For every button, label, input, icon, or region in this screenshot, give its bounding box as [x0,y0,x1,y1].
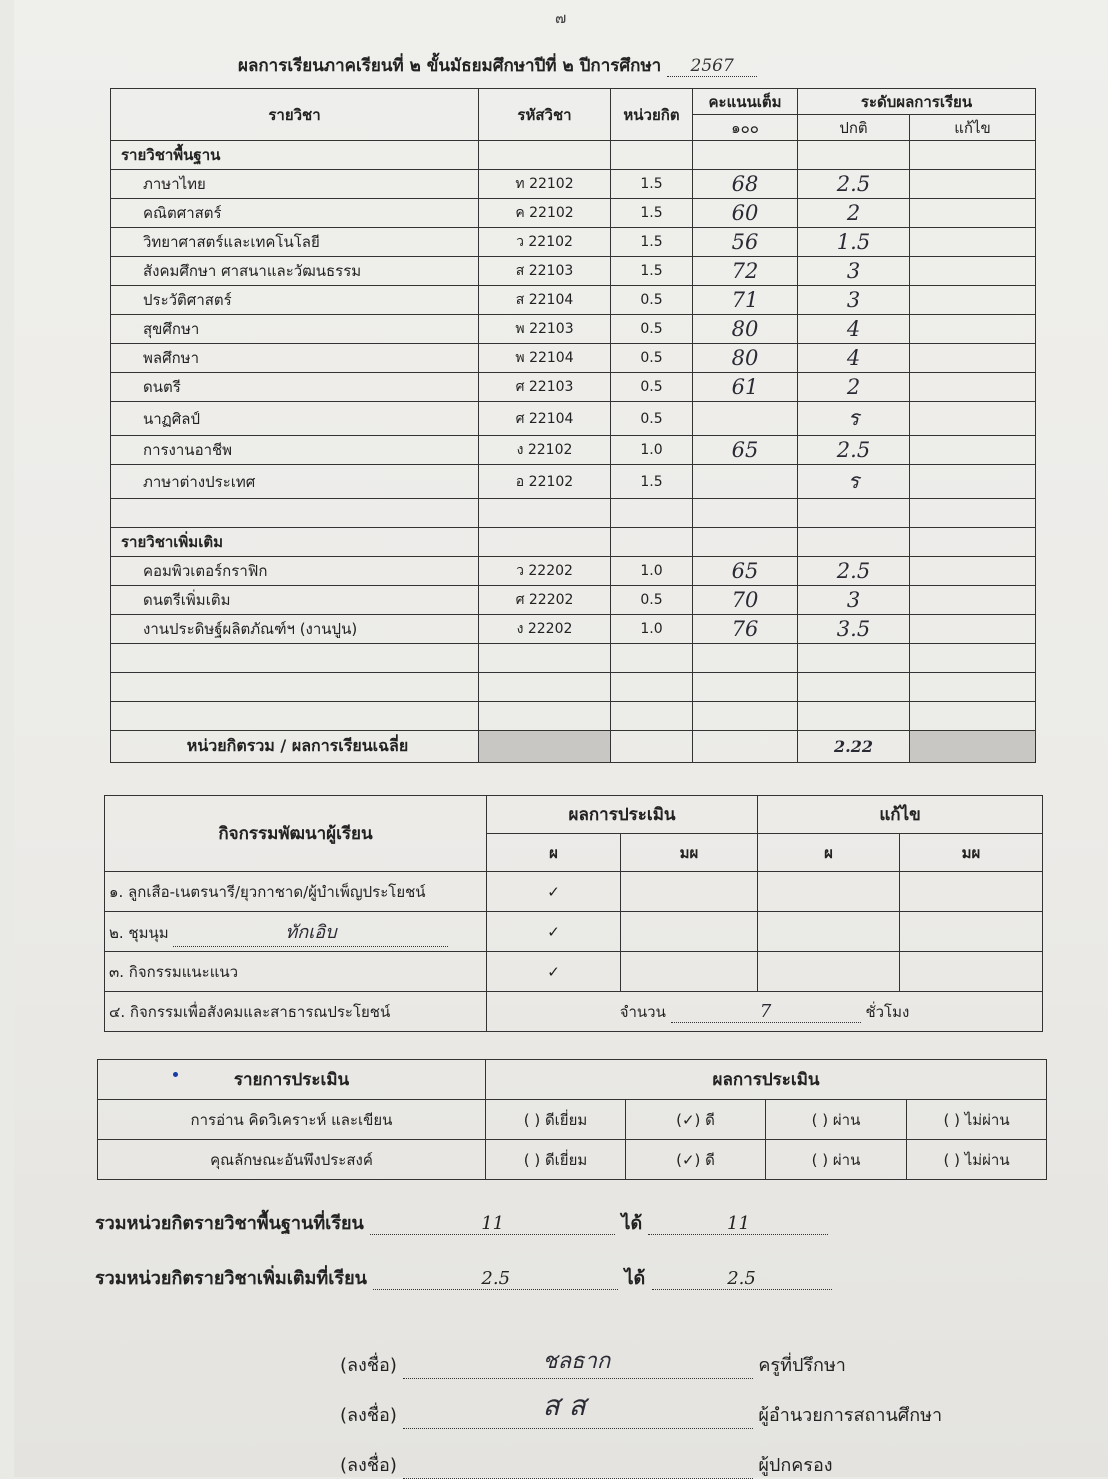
gpa-value: 2.22 [798,731,910,763]
subject-code: ศ 22104 [479,402,611,436]
club-name: ทักเอิบ [173,917,448,947]
option-excellent: ( ) ดีเยี่ยม [486,1140,626,1180]
activities-table [104,795,1043,1032]
option-fail: ( ) ไม่ผ่าน [907,1100,1047,1140]
empty-cell [693,528,798,557]
subject-code: ท 22102 [479,170,611,199]
subject-score: 56 [693,228,798,257]
revised-grade [910,257,1036,286]
empty-cell [111,644,479,673]
subject-grade: 1.5 [798,228,910,257]
sign-role: ผู้ปกครอง [758,1455,833,1476]
section-label: รายวิชาเพิ่มเติม [111,528,479,557]
activities-result-header: ผลการประเมิน [487,796,758,834]
empty-row [111,702,1036,731]
option-pass: ( ) ผ่าน [766,1100,907,1140]
signature-scrawl: ชลธาก [542,1349,611,1374]
basic-credit-summary [95,1208,828,1237]
sign-prefix: (ลงชื่อ) [340,1455,397,1476]
empty-cell [693,731,798,763]
subject-code: ส 22103 [479,257,611,286]
empty-cell [693,702,798,731]
col-credit: หน่วยกิต [611,89,693,141]
subject-name: วิทยาศาสตร์และเทคโนโลยี [111,228,479,257]
subject-grade: 2 [798,199,910,228]
empty-cell [798,644,910,673]
subject-credit: 0.5 [611,586,693,615]
subject-credit: 1.0 [611,557,693,586]
empty-cell [910,499,1036,528]
subject-row [111,402,1036,436]
subject-score: 71 [693,286,798,315]
subject-grade: 4 [798,344,910,373]
subject-score: 61 [693,373,798,402]
subject-code: พ 22103 [479,315,611,344]
subject-credit: 0.5 [611,402,693,436]
subject-score: 72 [693,257,798,286]
empty-cell [611,141,693,170]
empty-cell [910,644,1036,673]
empty-cell [611,644,693,673]
subject-score: 76 [693,615,798,644]
col-normal: ปกติ [798,115,910,141]
got-label: ได้ [624,1268,646,1289]
empty-cell [798,673,910,702]
subject-name: การงานอาชีพ [111,436,479,465]
empty-cell [479,528,611,557]
assessment-label: การอ่าน คิดวิเคราะห์ และเขียน [98,1100,486,1140]
sign-role: ครูที่ปรึกษา [758,1355,846,1376]
empty-row [111,644,1036,673]
subject-score: 70 [693,586,798,615]
activity-mark: ✓ [487,872,621,912]
empty-cell [611,528,693,557]
col-full-score-value: ๑๐๐ [693,115,798,141]
subject-grade: ร [798,402,910,436]
empty-cell [611,499,693,528]
signature-parent [340,1450,833,1479]
activity-label: ๑. ลูกเสือ-เนตรนารี/ยุวกาชาด/ผู้บำเพ็ญประโยชน์ [105,872,487,912]
subject-score: 80 [693,344,798,373]
empty-cell [910,702,1036,731]
subject-name: คณิตศาสตร์ [111,199,479,228]
subject-row [111,373,1036,402]
assessment-label: คุณลักษณะอันพึงประสงค์ [98,1140,486,1180]
empty-cell [479,702,611,731]
subject-row [111,344,1036,373]
subject-code: ว 22202 [479,557,611,586]
hours-value: 7 [671,1001,861,1023]
subject-row [111,436,1036,465]
revise-pass-header: ผ [758,834,900,872]
subject-row [111,286,1036,315]
subject-name: คอมพิวเตอร์กราฟิก [111,557,479,586]
empty-cell [693,644,798,673]
subject-name: ประวัติศาสตร์ [111,286,479,315]
subject-credit: 1.5 [611,257,693,286]
revised-grade [910,373,1036,402]
subject-code: ง 22102 [479,436,611,465]
option-good: (✓) ดี [626,1140,766,1180]
empty-cell [798,141,910,170]
signature-line [403,1460,753,1479]
subject-score: 65 [693,557,798,586]
revised-grade [910,402,1036,436]
subject-row [111,315,1036,344]
signature-line [403,1389,753,1429]
basic-studied-value: 11 [370,1213,615,1235]
subject-credit: 0.5 [611,315,693,344]
revised-grade [910,228,1036,257]
subject-code: ค 22102 [479,199,611,228]
extra-got-value: 2.5 [652,1268,832,1290]
social-activity-label: ๔. กิจกรรมเพื่อสังคมและสาธารณประโยชน์ [105,992,487,1032]
subject-score: 80 [693,315,798,344]
academic-year: 2567 [667,56,757,77]
subject-name: สุขศึกษา [111,315,479,344]
revised-grade [910,615,1036,644]
title-text: ผลการเรียนภาคเรียนที่ ๒ ขั้นมัธยมศึกษาปีที่ ๒ ปีการศึกษา [238,56,662,76]
shaded-cell [910,731,1036,763]
amount-label: จำนวน [619,1002,666,1021]
option-excellent: ( ) ดีเยี่ยม [486,1100,626,1140]
basic-got-value: 11 [648,1213,828,1235]
subject-score: 68 [693,170,798,199]
subject-row [111,199,1036,228]
section-label: รายวิชาพื้นฐาน [111,141,479,170]
col-revised: แก้ไข [910,115,1036,141]
empty-cell [479,644,611,673]
subject-credit: 1.5 [611,465,693,499]
col-level: ระดับผลการเรียน [798,89,1036,115]
empty-row [111,673,1036,702]
revised-grade [910,344,1036,373]
option-good: (✓) ดี [626,1100,766,1140]
subject-row [111,465,1036,499]
subject-score [693,465,798,499]
revised-grade [910,436,1036,465]
page-title [238,52,757,79]
empty-cell [611,702,693,731]
empty-cell [479,141,611,170]
subject-score [693,402,798,436]
section-row [111,528,1036,557]
empty-cell [798,702,910,731]
subject-credit: 1.0 [611,615,693,644]
subject-credit: 0.5 [611,286,693,315]
subject-grade: ร [798,465,910,499]
subject-row [111,170,1036,199]
subject-code: ศ 22103 [479,373,611,402]
revised-grade [910,170,1036,199]
empty-cell [693,673,798,702]
subject-credit: 0.5 [611,344,693,373]
activities-revise-header: แก้ไข [758,796,1043,834]
activity-mark: ✓ [487,952,621,992]
subject-grade: 3 [798,257,910,286]
assessment-table [97,1059,1047,1180]
empty-cell [111,673,479,702]
subject-grade: 2.5 [798,170,910,199]
subject-credit: 1.0 [611,436,693,465]
subject-score: 60 [693,199,798,228]
empty-cell [111,499,479,528]
option-fail: ( ) ไม่ผ่าน [907,1140,1047,1180]
basic-summary-label: รวมหน่วยกิตรายวิชาพื้นฐานที่เรียน [95,1213,364,1234]
empty-cell [611,731,693,763]
revised-grade [910,586,1036,615]
social-activity-hours [487,992,1043,1032]
signature-director [340,1389,943,1429]
subject-name: งานประดิษฐ์ผลิตภัณฑ์ฯ (งานปูน) [111,615,479,644]
extra-credit-summary [95,1263,832,1292]
revise-fail-header: มผ [900,834,1043,872]
signature-advisor [340,1350,846,1379]
signature-scrawl: ส ส [542,1389,586,1422]
empty-cell [910,528,1036,557]
subject-code: ง 22202 [479,615,611,644]
subject-score: 65 [693,436,798,465]
subject-credit: 1.5 [611,170,693,199]
empty-cell [798,499,910,528]
subject-name: สังคมศึกษา ศาสนาและวัฒนธรรม [111,257,479,286]
assessment-result-header: ผลการประเมิน [486,1060,1047,1100]
subject-name: นาฏศิลป์ [111,402,479,436]
empty-row [111,499,1036,528]
revised-grade [910,199,1036,228]
page-number: ๗ [555,9,567,27]
subject-code: อ 22102 [479,465,611,499]
activity-label: ๒. ชุมนุม [109,923,169,942]
col-full-score: คะแนนเต็ม [693,89,798,115]
assessment-header: รายการประเมิน [98,1060,486,1100]
subject-grade: 2 [798,373,910,402]
revised-grade [910,557,1036,586]
total-row [111,731,1036,763]
activities-header: กิจกรรมพัฒนาผู้เรียน [105,796,487,872]
subject-credit: 0.5 [611,373,693,402]
col-subject: รายวิชา [111,89,479,141]
subject-grade: 3 [798,586,910,615]
subject-code: ส 22104 [479,286,611,315]
empty-cell [693,499,798,528]
subject-credit: 1.5 [611,228,693,257]
subject-grade: 3 [798,286,910,315]
subject-row [111,257,1036,286]
activity-label: ๓. กิจกรรมแนะแนว [105,952,487,992]
subject-row [111,228,1036,257]
extra-studied-value: 2.5 [373,1268,618,1290]
subject-name: ดนตรี [111,373,479,402]
subject-name: ดนตรีเพิ่มเติม [111,586,479,615]
shaded-cell [479,731,611,763]
subject-grade: 2.5 [798,557,910,586]
empty-cell [611,673,693,702]
activity-club-cell [105,912,487,952]
subject-name: ภาษาต่างประเทศ [111,465,479,499]
sign-prefix: (ลงชื่อ) [340,1405,397,1426]
hours-unit: ชั่วโมง [865,1002,910,1021]
subject-grade: 2.5 [798,436,910,465]
subject-name: พลศึกษา [111,344,479,373]
empty-cell [111,702,479,731]
revised-grade [910,286,1036,315]
subject-code: พ 22104 [479,344,611,373]
subject-grade: 3.5 [798,615,910,644]
empty-cell [479,673,611,702]
empty-cell [693,141,798,170]
empty-cell [910,673,1036,702]
got-label: ได้ [621,1213,643,1234]
subject-name: ภาษาไทย [111,170,479,199]
fail-header: มผ [621,834,758,872]
sign-role: ผู้อำนวยการสถานศึกษา [758,1405,943,1426]
total-label: หน่วยกิตรวม / ผลการเรียนเฉลี่ย [111,731,479,763]
pass-header: ผ [487,834,621,872]
subject-credit: 1.5 [611,199,693,228]
subject-grade: 4 [798,315,910,344]
subject-code: ศ 22202 [479,586,611,615]
empty-cell [910,141,1036,170]
sign-prefix: (ลงชื่อ) [340,1355,397,1376]
grades-table [110,88,1036,763]
subject-code: ว 22102 [479,228,611,257]
option-pass: ( ) ผ่าน [766,1140,907,1180]
col-code: รหัสวิชา [479,89,611,141]
signature-line [403,1349,753,1379]
revised-grade [910,465,1036,499]
empty-cell [479,499,611,528]
empty-cell [798,528,910,557]
revised-grade [910,315,1036,344]
subject-row [111,557,1036,586]
activity-mark: ✓ [487,912,621,952]
section-row [111,141,1036,170]
extra-summary-label: รวมหน่วยกิตรายวิชาเพิ่มเติมที่เรียน [95,1268,367,1289]
subject-row [111,586,1036,615]
subject-row [111,615,1036,644]
